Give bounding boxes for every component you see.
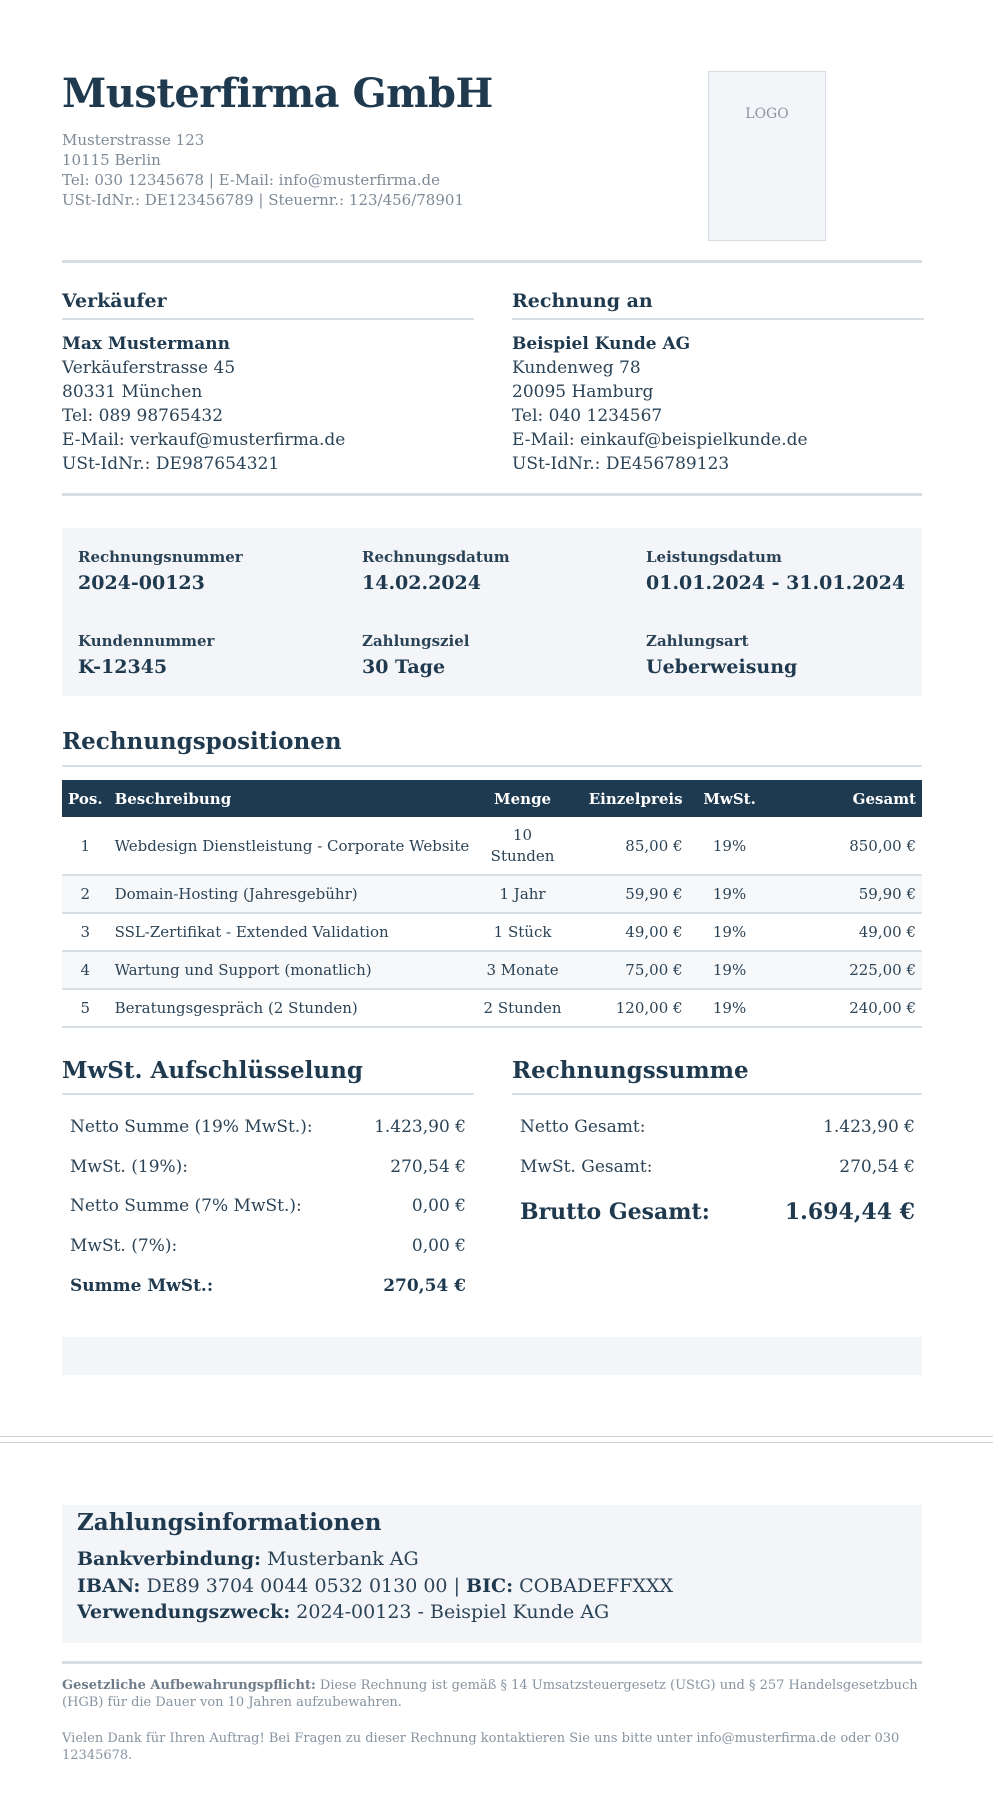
bic-label: BIC: bbox=[466, 1575, 514, 1597]
row-description: Beratungsgespräch (2 Stunden) bbox=[109, 989, 477, 1027]
row-vat: 19% bbox=[689, 913, 771, 951]
buyer-name: Beispiel Kunde AG bbox=[512, 334, 691, 354]
company-address-street: Musterstrasse 123 bbox=[62, 131, 205, 149]
invoice-date bbox=[362, 548, 510, 594]
totals-title: Rechnungssumme bbox=[512, 1057, 749, 1084]
row-unit-price: 49,00 € bbox=[569, 913, 689, 951]
totals-net-label: Netto Gesamt: bbox=[520, 1117, 646, 1137]
row-unit-price: 85,00 € bbox=[569, 817, 689, 875]
col-quantity: Menge bbox=[477, 780, 569, 817]
row-total: 850,00 € bbox=[771, 817, 922, 875]
seller-vat-id: USt-IdNr.: DE987654321 bbox=[62, 454, 280, 474]
row-total: 225,00 € bbox=[771, 951, 922, 989]
service-date-label: Leistungsdatum bbox=[646, 548, 782, 566]
iban-bic-line bbox=[77, 1575, 673, 1597]
table-row bbox=[62, 875, 922, 913]
row-pos: 5 bbox=[62, 989, 109, 1027]
row-pos: 3 bbox=[62, 913, 109, 951]
row-quantity: 2 Stunden bbox=[477, 989, 569, 1027]
vat-net19-label: Netto Summe (19% MwSt.): bbox=[70, 1117, 313, 1137]
row-description: SSL-Zertifikat - Extended Validation bbox=[109, 913, 477, 951]
payment-info-title: Zahlungsinformationen bbox=[77, 1509, 382, 1536]
footer-divider bbox=[62, 1661, 922, 1664]
bic-value: COBADEFFXXX bbox=[519, 1575, 674, 1597]
seller-name: Max Mustermann bbox=[62, 334, 230, 354]
vat-7-value: 0,00 € bbox=[411, 1236, 466, 1256]
row-vat: 19% bbox=[689, 875, 771, 913]
vat-net7-value: 0,00 € bbox=[411, 1196, 466, 1216]
invoice-number bbox=[78, 548, 243, 594]
row-description: Webdesign Dienstleistung - Corporate Website bbox=[109, 817, 477, 875]
purpose-label: Verwendungszweck: bbox=[77, 1601, 291, 1623]
logo-placeholder bbox=[708, 71, 826, 241]
logo-label: LOGO bbox=[745, 106, 789, 122]
buyer-vat-id: USt-IdNr.: DE456789123 bbox=[512, 454, 730, 474]
vat-breakdown-rule bbox=[62, 1093, 474, 1095]
row-total: 240,00 € bbox=[771, 989, 922, 1027]
customer-number bbox=[78, 632, 214, 678]
row-total: 49,00 € bbox=[771, 913, 922, 951]
row-unit-price: 120,00 € bbox=[569, 989, 689, 1027]
legal-notice bbox=[62, 1677, 922, 1711]
row-vat: 19% bbox=[689, 951, 771, 989]
seller-email: E-Mail: verkauf@musterfirma.de bbox=[62, 430, 346, 450]
company-address-city: 10115 Berlin bbox=[62, 151, 161, 169]
invoice-date-label: Rechnungsdatum bbox=[362, 548, 510, 566]
company-tax-ids: USt-IdNr.: DE123456789 | Steuernr.: 123/456/78901 bbox=[62, 191, 464, 209]
seller-city: 80331 München bbox=[62, 382, 203, 402]
notes-bar bbox=[62, 1337, 922, 1375]
iban-label: IBAN: bbox=[77, 1575, 141, 1597]
seller-phone: Tel: 089 98765432 bbox=[62, 406, 224, 426]
buyer-block bbox=[512, 290, 924, 476]
payment-term-label: Zahlungsziel bbox=[362, 632, 470, 650]
buyer-email: E-Mail: einkauf@beispielkunde.de bbox=[512, 430, 808, 450]
row-pos: 2 bbox=[62, 875, 109, 913]
buyer-heading: Rechnung an bbox=[512, 290, 924, 320]
row-total: 59,90 € bbox=[771, 875, 922, 913]
page-separator-bottom bbox=[0, 1442, 993, 1443]
iban-value: DE89 3704 0044 0532 0130 00 bbox=[146, 1575, 448, 1597]
positions-title: Rechnungspositionen bbox=[62, 728, 342, 755]
seller-block bbox=[62, 290, 474, 476]
vat-sum-value: 270,54 € bbox=[383, 1276, 466, 1296]
legal-label: Gesetzliche Aufbewahrungspflicht: bbox=[62, 1678, 316, 1693]
bank-label: Bankverbindung: bbox=[77, 1548, 262, 1570]
table-row bbox=[62, 951, 922, 989]
row-description: Wartung und Support (monatlich) bbox=[109, 951, 477, 989]
vat-net7-label: Netto Summe (7% MwSt.): bbox=[70, 1196, 302, 1216]
col-total: Gesamt bbox=[771, 780, 922, 817]
iban-bic-separator: | bbox=[453, 1575, 460, 1597]
row-pos: 4 bbox=[62, 951, 109, 989]
customer-number-label: Kundennummer bbox=[78, 632, 215, 650]
row-vat: 19% bbox=[689, 989, 771, 1027]
buyer-city: 20095 Hamburg bbox=[512, 382, 654, 402]
customer-number-value: K-12345 bbox=[78, 656, 168, 678]
row-description: Domain-Hosting (Jahresgebühr) bbox=[109, 875, 477, 913]
service-date-value: 01.01.2024 - 31.01.2024 bbox=[646, 572, 906, 594]
positions-header-row bbox=[62, 780, 922, 817]
table-row bbox=[62, 817, 922, 875]
payment-term-value: 30 Tage bbox=[362, 656, 446, 678]
invoice-date-value: 14.02.2024 bbox=[362, 572, 481, 594]
invoice-number-label: Rechnungsnummer bbox=[78, 548, 243, 566]
totals-vat-label: MwSt. Gesamt: bbox=[520, 1157, 653, 1177]
company-contact: Tel: 030 12345678 | E-Mail: info@musterfirma.de bbox=[62, 171, 440, 189]
invoice-number-value: 2024-00123 bbox=[78, 572, 205, 594]
header-divider bbox=[62, 260, 922, 263]
thank-you-note: Vielen Dank für Ihren Auftrag! Bei Fragen zu dieser Rechnung kontaktieren Sie uns bitte unter info@musterfirma.de oder 030 12345678. bbox=[62, 1731, 900, 1763]
table-row bbox=[62, 913, 922, 951]
vat-7-label: MwSt. (7%): bbox=[70, 1236, 178, 1256]
row-quantity: 1 Stück bbox=[477, 913, 569, 951]
payment-method-label: Zahlungsart bbox=[646, 632, 749, 650]
payment-method-value: Ueberweisung bbox=[646, 656, 798, 678]
row-unit-price: 75,00 € bbox=[569, 951, 689, 989]
vat-19-value: 270,54 € bbox=[390, 1157, 466, 1177]
company-name: Musterfirma GmbH bbox=[62, 70, 493, 117]
col-vat: MwSt. bbox=[689, 780, 771, 817]
purpose-value: 2024-00123 - Beispiel Kunde AG bbox=[296, 1601, 610, 1623]
col-pos: Pos. bbox=[62, 780, 109, 817]
payment-term bbox=[362, 632, 469, 678]
table-row bbox=[62, 989, 922, 1027]
row-quantity: 3 Monate bbox=[477, 951, 569, 989]
row-quantity: 1 Jahr bbox=[477, 875, 569, 913]
vat-19-label: MwSt. (19%): bbox=[70, 1157, 189, 1177]
positions-title-rule bbox=[62, 765, 922, 767]
buyer-phone: Tel: 040 1234567 bbox=[512, 406, 663, 426]
totals-gross-label: Brutto Gesamt: bbox=[520, 1199, 710, 1225]
col-unit-price: Einzelpreis bbox=[569, 780, 689, 817]
purpose-line bbox=[77, 1601, 609, 1623]
totals-vat-value: 270,54 € bbox=[839, 1157, 915, 1177]
company-details bbox=[62, 130, 464, 210]
positions-table bbox=[62, 780, 922, 1028]
col-description: Beschreibung bbox=[109, 780, 477, 817]
vat-sum-label: Summe MwSt.: bbox=[70, 1276, 214, 1296]
payment-info-box bbox=[62, 1505, 922, 1643]
row-vat: 19% bbox=[689, 817, 771, 875]
parties-divider bbox=[62, 493, 922, 496]
totals-net-value: 1.423,90 € bbox=[823, 1117, 915, 1137]
seller-heading: Verkäufer bbox=[62, 290, 474, 320]
row-pos: 1 bbox=[62, 817, 109, 875]
row-quantity: 10 Stunden bbox=[477, 817, 569, 875]
service-date bbox=[646, 548, 905, 594]
seller-street: Verkäuferstrasse 45 bbox=[62, 358, 236, 378]
legal-text: Diese Rechnung ist gemäß § 14 Umsatzsteuergesetz (UStG) und § 257 Handelsgesetzbuch (HGB) für die Dauer von 10 Jahren aufzubewahren. bbox=[62, 1678, 918, 1710]
bank-value: Musterbank AG bbox=[267, 1548, 419, 1570]
buyer-street: Kundenweg 78 bbox=[512, 358, 641, 378]
invoice-info-box bbox=[62, 528, 922, 696]
totals-gross-value: 1.694,44 € bbox=[784, 1199, 915, 1225]
vat-breakdown-title: MwSt. Aufschlüsselung bbox=[62, 1057, 363, 1084]
payment-method bbox=[646, 632, 797, 678]
totals-rule bbox=[512, 1093, 922, 1095]
page-separator-top bbox=[0, 1436, 993, 1437]
bank-line bbox=[77, 1548, 419, 1570]
vat-net19-value: 1.423,90 € bbox=[374, 1117, 466, 1137]
row-unit-price: 59,90 € bbox=[569, 875, 689, 913]
